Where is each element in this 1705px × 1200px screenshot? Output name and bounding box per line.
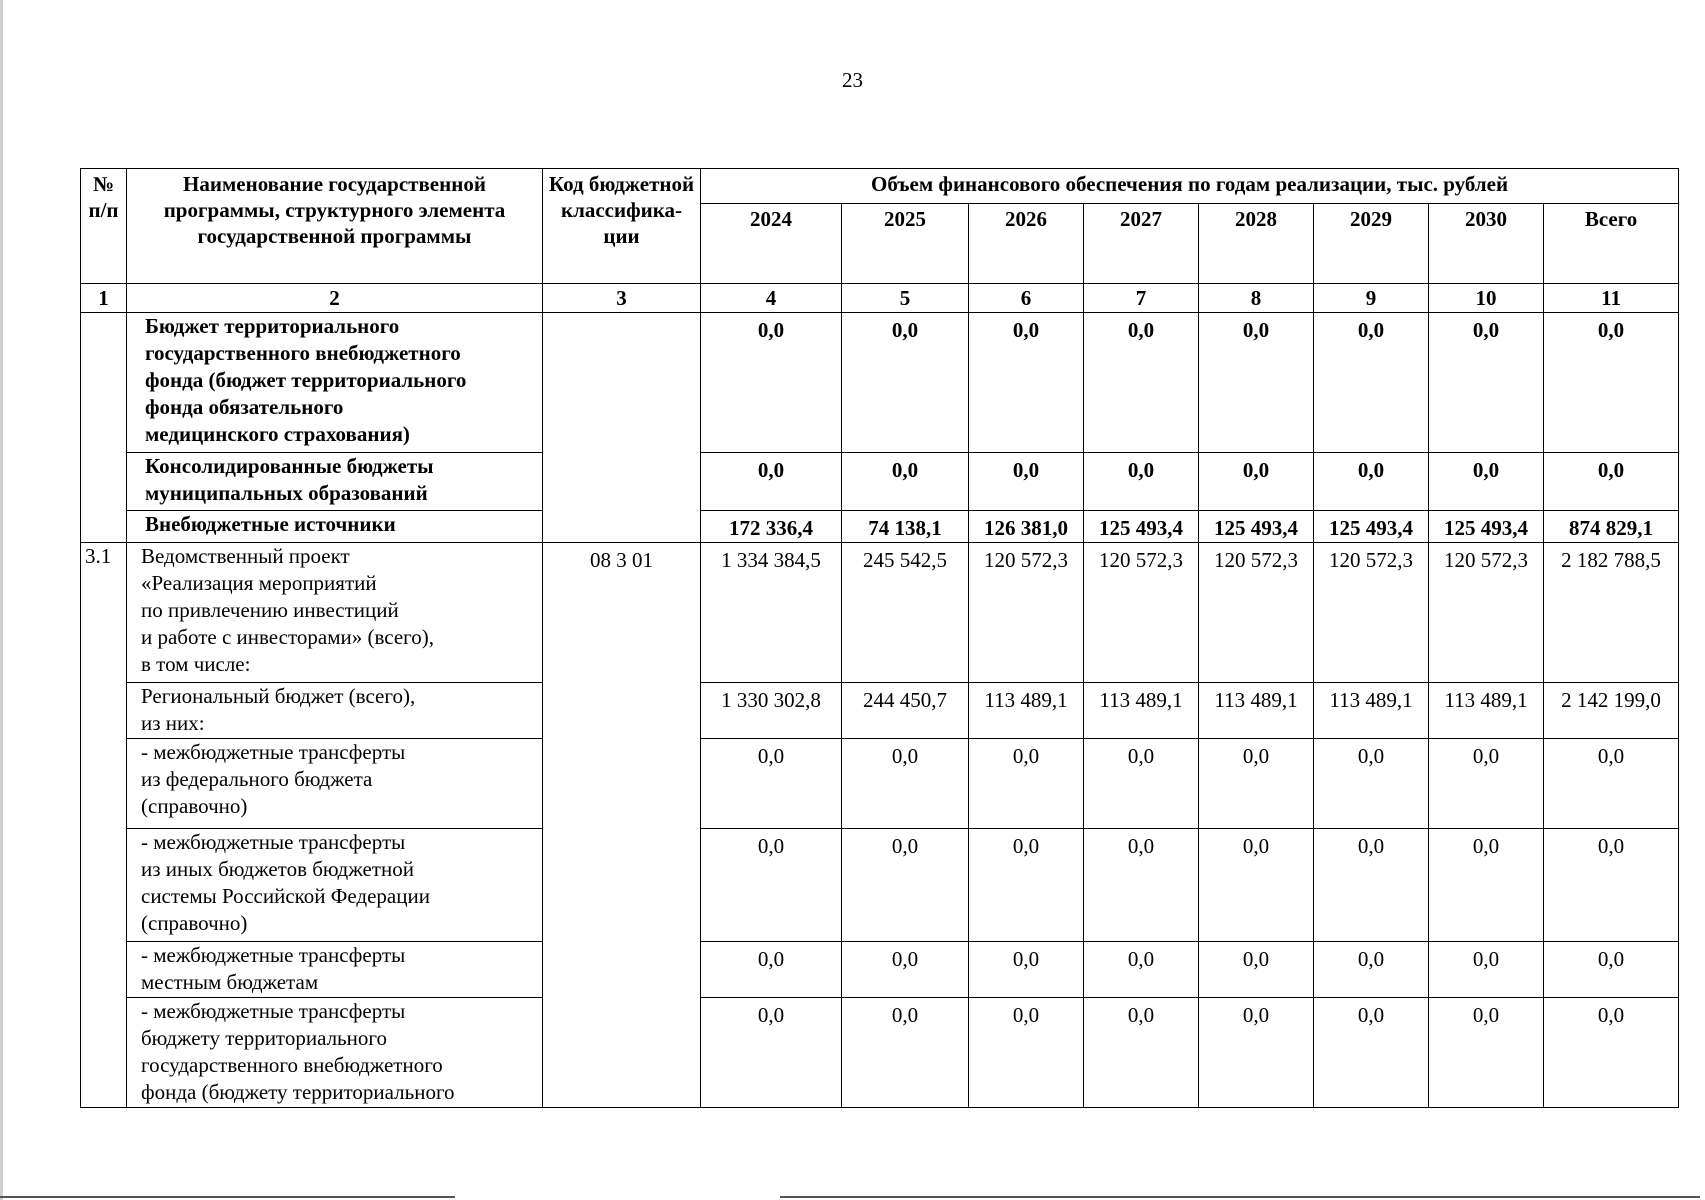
table-row xyxy=(81,829,1679,942)
column-number: 6 xyxy=(969,284,1084,313)
value-cell: 0,0 xyxy=(1544,998,1679,1108)
value-cell: 0,0 xyxy=(1429,739,1544,829)
row-name: - межбюджетные трансферты из иных бюджетов бюджетной системы Российской Федерации (справочно) xyxy=(127,829,543,942)
row-code: 08 3 01 xyxy=(543,543,701,1108)
value-cell: 125 493,4 xyxy=(1314,511,1429,543)
row-name: - межбюджетные трансферты из федерального бюджета (справочно) xyxy=(127,739,543,829)
value-cell: 0,0 xyxy=(701,453,842,511)
column-number: 11 xyxy=(1544,284,1679,313)
value-cell: 0,0 xyxy=(1199,313,1314,453)
value-cell: 0,0 xyxy=(701,829,842,942)
value-cell: 0,0 xyxy=(1084,453,1199,511)
header-year: 2029 xyxy=(1314,204,1429,284)
row-name: Ведомственный проект «Реализация мероприятий по привлечению инвестиций и работе с инвесторами» (всего), в том числе: xyxy=(127,543,543,683)
value-cell: 0,0 xyxy=(1544,313,1679,453)
table-row xyxy=(81,942,1679,998)
scan-artifact-line xyxy=(780,1196,1700,1198)
value-cell: 172 336,4 xyxy=(701,511,842,543)
header-year: 2030 xyxy=(1429,204,1544,284)
value-cell: 120 572,3 xyxy=(1084,543,1199,683)
value-cell: 0,0 xyxy=(1429,313,1544,453)
column-number-row xyxy=(81,284,1679,313)
column-number: 4 xyxy=(701,284,842,313)
value-cell: 0,0 xyxy=(1084,313,1199,453)
row-index: 3.1 xyxy=(81,543,127,1108)
header-total: Всего xyxy=(1544,204,1679,284)
value-cell: 245 542,5 xyxy=(842,543,969,683)
value-cell: 874 829,1 xyxy=(1544,511,1679,543)
value-cell: 0,0 xyxy=(1314,998,1429,1108)
header-year: 2025 xyxy=(842,204,969,284)
table-row xyxy=(81,543,1679,683)
value-cell: 0,0 xyxy=(1544,829,1679,942)
value-cell: 0,0 xyxy=(1199,453,1314,511)
value-cell: 0,0 xyxy=(1314,829,1429,942)
value-cell: 120 572,3 xyxy=(969,543,1084,683)
value-cell: 1 334 384,5 xyxy=(701,543,842,683)
row-name: Бюджет территориального государственного внебюджетного фонда (бюджет территориального фонда обязательного медицинского страхования) xyxy=(127,313,543,453)
header-code: Код бюджетной классифика-ции xyxy=(543,169,701,284)
value-cell: 0,0 xyxy=(969,453,1084,511)
value-cell: 0,0 xyxy=(1314,942,1429,998)
value-cell: 0,0 xyxy=(1429,998,1544,1108)
value-cell: 0,0 xyxy=(1429,829,1544,942)
value-cell: 0,0 xyxy=(1544,739,1679,829)
column-number: 5 xyxy=(842,284,969,313)
value-cell: 2 142 199,0 xyxy=(1544,683,1679,739)
value-cell: 0,0 xyxy=(1199,998,1314,1108)
value-cell: 0,0 xyxy=(1084,739,1199,829)
header-num: № п/п xyxy=(81,169,127,284)
value-cell: 0,0 xyxy=(701,739,842,829)
value-cell: 125 493,4 xyxy=(1084,511,1199,543)
value-cell: 0,0 xyxy=(1544,942,1679,998)
row-name: - межбюджетные трансферты бюджету территориального государственного внебюджетного фонда (бюджету территориального xyxy=(127,998,543,1108)
value-cell: 113 489,1 xyxy=(1199,683,1314,739)
value-cell: 0,0 xyxy=(1314,453,1429,511)
value-cell: 2 182 788,5 xyxy=(1544,543,1679,683)
column-number: 3 xyxy=(543,284,701,313)
value-cell: 0,0 xyxy=(701,942,842,998)
column-number: 8 xyxy=(1199,284,1314,313)
value-cell: 74 138,1 xyxy=(842,511,969,543)
header-row-1 xyxy=(81,169,1679,204)
value-cell: 0,0 xyxy=(1429,453,1544,511)
header-year: 2027 xyxy=(1084,204,1199,284)
value-cell: 0,0 xyxy=(969,739,1084,829)
value-cell: 0,0 xyxy=(1314,313,1429,453)
value-cell: 120 572,3 xyxy=(1199,543,1314,683)
table-row xyxy=(81,313,1679,453)
value-cell: 125 493,4 xyxy=(1199,511,1314,543)
column-number: 1 xyxy=(81,284,127,313)
financing-table xyxy=(80,168,1679,1108)
value-cell: 0,0 xyxy=(842,739,969,829)
value-cell: 0,0 xyxy=(969,998,1084,1108)
value-cell: 113 489,1 xyxy=(1084,683,1199,739)
header-name: Наименование государственной программы, структурного элемента государственной программы xyxy=(127,169,543,284)
column-number: 10 xyxy=(1429,284,1544,313)
value-cell: 0,0 xyxy=(1199,829,1314,942)
value-cell: 113 489,1 xyxy=(1314,683,1429,739)
column-number: 2 xyxy=(127,284,543,313)
table-row xyxy=(81,998,1679,1108)
row-name: Внебюджетные источники xyxy=(127,511,543,543)
value-cell: 1 330 302,8 xyxy=(701,683,842,739)
table-row xyxy=(81,511,1679,543)
value-cell: 0,0 xyxy=(1544,453,1679,511)
value-cell: 113 489,1 xyxy=(969,683,1084,739)
value-cell: 113 489,1 xyxy=(1429,683,1544,739)
row-code xyxy=(543,313,701,543)
table-row xyxy=(81,683,1679,739)
value-cell: 0,0 xyxy=(1084,829,1199,942)
value-cell: 0,0 xyxy=(1084,998,1199,1108)
value-cell: 0,0 xyxy=(842,453,969,511)
table-row xyxy=(81,739,1679,829)
row-name: - межбюджетные трансферты местным бюджетам xyxy=(127,942,543,998)
header-year: 2028 xyxy=(1199,204,1314,284)
scan-artifact-line xyxy=(0,1196,455,1198)
value-cell: 125 493,4 xyxy=(1429,511,1544,543)
column-number: 7 xyxy=(1084,284,1199,313)
value-cell: 120 572,3 xyxy=(1314,543,1429,683)
page-number: 23 xyxy=(842,68,863,92)
row-name: Региональный бюджет (всего), из них: xyxy=(127,683,543,739)
value-cell: 0,0 xyxy=(1314,739,1429,829)
row-index xyxy=(81,313,127,543)
value-cell: 0,0 xyxy=(842,829,969,942)
row-name: Консолидированные бюджеты муниципальных образований xyxy=(127,453,543,511)
value-cell: 0,0 xyxy=(842,998,969,1108)
value-cell: 120 572,3 xyxy=(1429,543,1544,683)
value-cell: 0,0 xyxy=(1084,942,1199,998)
value-cell: 0,0 xyxy=(969,829,1084,942)
value-cell: 0,0 xyxy=(1429,942,1544,998)
value-cell: 0,0 xyxy=(969,313,1084,453)
header-volume: Объем финансового обеспечения по годам реализации, тыс. рублей xyxy=(701,169,1679,204)
value-cell: 0,0 xyxy=(701,313,842,453)
value-cell: 244 450,7 xyxy=(842,683,969,739)
value-cell: 0,0 xyxy=(842,942,969,998)
value-cell: 0,0 xyxy=(969,942,1084,998)
header-year: 2026 xyxy=(969,204,1084,284)
value-cell: 0,0 xyxy=(701,998,842,1108)
header-year: 2024 xyxy=(701,204,842,284)
value-cell: 0,0 xyxy=(1199,739,1314,829)
table-row xyxy=(81,453,1679,511)
column-number: 9 xyxy=(1314,284,1429,313)
scan-edge-shadow xyxy=(0,0,3,1200)
value-cell: 0,0 xyxy=(1199,942,1314,998)
value-cell: 0,0 xyxy=(842,313,969,453)
value-cell: 126 381,0 xyxy=(969,511,1084,543)
